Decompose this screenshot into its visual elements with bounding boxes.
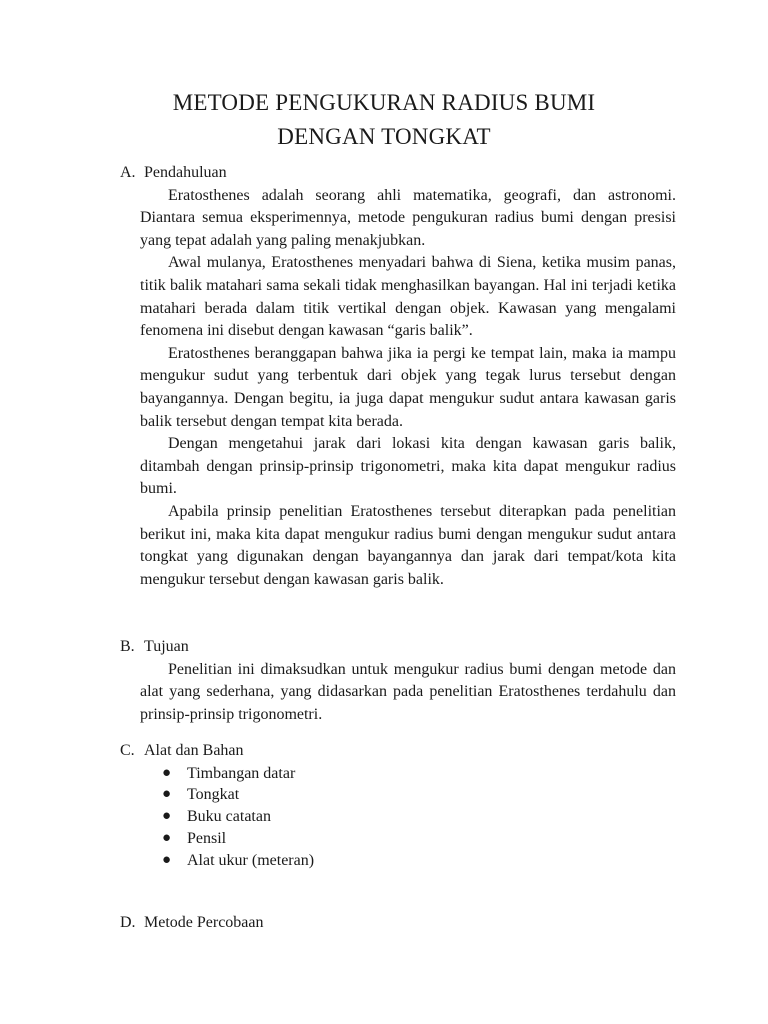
paragraph: Awal mulanya, Eratosthenes menyadari bahwa di Siena, ketika musim panas, titik balik matahari sama sekali tidak menghasilkan bayangan. Hal ini terjadi ketika matahari berada dalam titik vertikal dengan objek. Kawasan yang mengalami fenomena ini disebut dengan kawasan “garis balik”. bbox=[140, 254, 676, 340]
section-tujuan bbox=[120, 636, 676, 726]
section-heading bbox=[120, 636, 676, 659]
paragraph: Penelitian ini dimaksudkan untuk mengukur radius bumi dengan metode dan alat yang sederhana, yang didasarkan pada penelitian Eratosthenes terdahulu dan prinsip-prinsip trigonometri. bbox=[140, 660, 676, 723]
list-item-label: Alat ukur (meteran) bbox=[187, 851, 315, 869]
list-item-label: Timbangan datar bbox=[187, 764, 296, 782]
section-heading bbox=[120, 912, 676, 935]
list-item-label: Buku catatan bbox=[187, 808, 271, 826]
paragraph: Eratosthenes adalah seorang ahli matematika, geografi, dan astronomi. Diantara semua eksperimennya, metode pengukuran radius bumi dengan presisi yang tepat adalah yang paling menakjubkan. bbox=[140, 186, 676, 249]
list-item bbox=[120, 806, 676, 828]
bullet-icon: ● bbox=[162, 786, 172, 803]
list-item-label: Tongkat bbox=[187, 786, 240, 804]
section-letter: A. bbox=[120, 164, 136, 181]
section-pendahuluan bbox=[120, 162, 676, 591]
paragraph: Apabila prinsip penelitian Eratosthenes tersebut diterapkan pada penelitian berikut ini, maka kita dapat mengukur radius bumi dengan mengukur sudut antara tongkat yang digunakan dengan bayangannya dan jarak dari tempat/kota kita mengukur tersebut dengan kawasan garis balik. bbox=[140, 502, 676, 588]
list-item bbox=[120, 763, 676, 785]
list-item bbox=[120, 784, 676, 806]
bullet-icon: ● bbox=[162, 808, 172, 825]
paragraph: Eratosthenes beranggapan bahwa jika ia pergi ke tempat lain, maka ia mampu mengukur sudut yang terbentuk dari objek yang tegak lurus tersebut dengan bayangannya. Dengan begitu, ia juga dapat mengukur sudut antara kawasan garis balik tersebut dengan tempat kita berada. bbox=[140, 344, 676, 430]
section-heading-label: Metode Percobaan bbox=[144, 914, 264, 931]
section-heading-label: Alat dan Bahan bbox=[144, 742, 244, 759]
section-heading bbox=[120, 740, 676, 763]
document-title bbox=[0, 86, 768, 154]
list-item-label: Pensil bbox=[187, 829, 227, 847]
title-line-2: DENGAN TONGKAT bbox=[277, 124, 491, 149]
list-item bbox=[120, 828, 676, 850]
section-heading-label: Tujuan bbox=[144, 638, 189, 655]
title-line-1: METODE PENGUKURAN RADIUS BUMI bbox=[172, 90, 596, 115]
bullet-icon: ● bbox=[162, 851, 172, 868]
paragraph: Dengan mengetahui jarak dari lokasi kita dengan kawasan garis balik, ditambah dengan prinsip-prinsip trigonometri, maka kita dapat mengukur radius bumi. bbox=[140, 435, 676, 498]
section-alat-dan-bahan bbox=[120, 740, 676, 872]
section-letter: B. bbox=[120, 638, 135, 655]
section-metode-percobaan bbox=[120, 912, 676, 935]
section-heading bbox=[120, 162, 676, 185]
list-item bbox=[120, 850, 676, 872]
section-letter: D. bbox=[120, 914, 136, 931]
bullet-icon: ● bbox=[162, 829, 172, 846]
equipment-list bbox=[120, 763, 676, 872]
section-letter: C. bbox=[120, 742, 135, 759]
section-heading-label: Pendahuluan bbox=[144, 164, 227, 181]
bullet-icon: ● bbox=[162, 764, 172, 781]
